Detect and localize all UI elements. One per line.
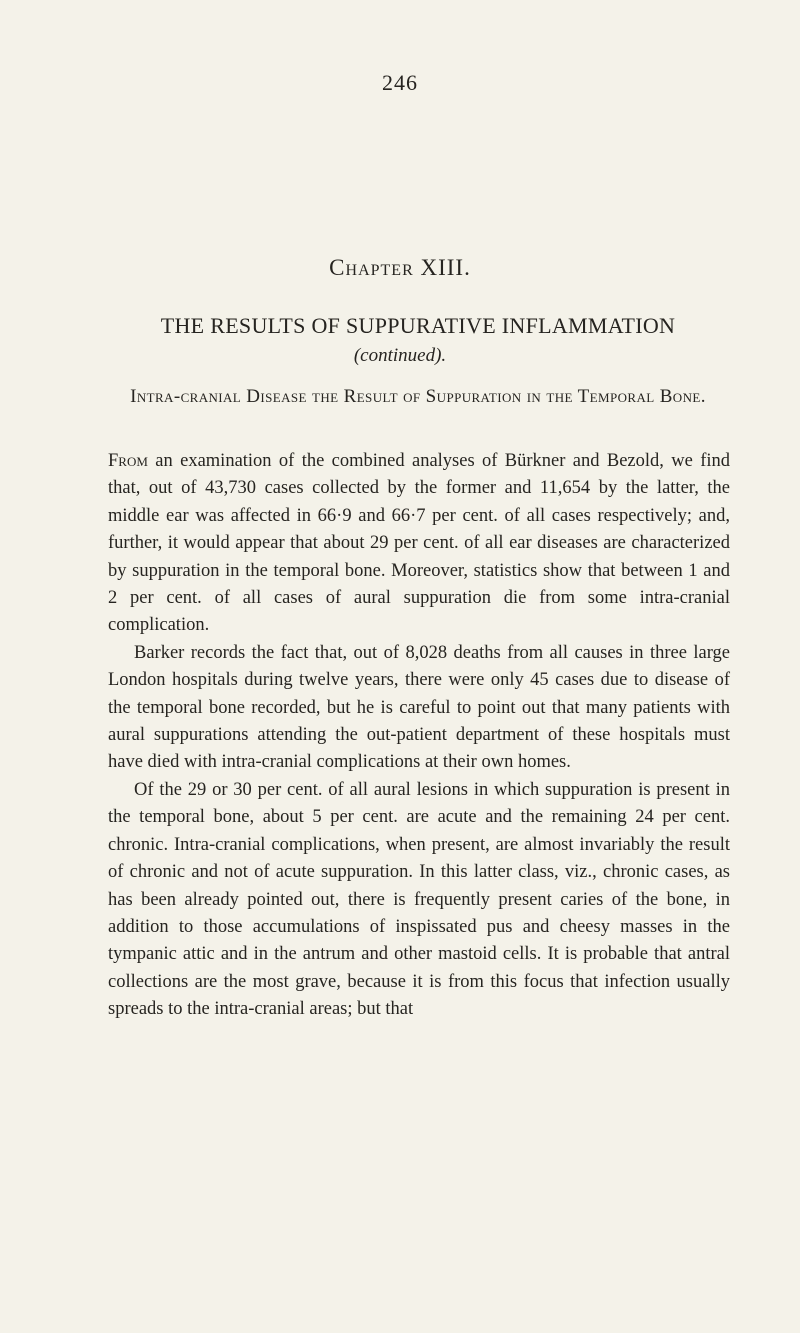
section-heading: Intra-cranial Disease the Result of Suppuration in the Temporal Bone. — [130, 386, 706, 407]
chapter-heading: Chapter XIII. — [329, 255, 471, 280]
paragraph-2: Barker records the fact that, out of 8,028 deaths from all causes in three large London hospitals during twelve years, there were only 45 cases due to disease of the temporal bone recorded, but he is careful to point out that many patients with aural suppurations attending the out-patient department of these hospitals must have died with intra-cranial complications at their own homes. — [108, 642, 730, 773]
page-number: 246 — [382, 70, 418, 95]
paragraph-3: Of the 29 or 30 per cent. of all aural lesions in which suppuration is present in the temporal bone, about 5 per cent. are acute and the remaining 24 per cent. chronic. Intra-cranial complications, when present, are almost invariably the result of chronic and not of acute suppuration. In this latter class, viz., chronic cases, as has been already pointed out, there is frequently present caries of the bone, in addition to those accumulations of inspissated pus and cheesy masses in the tympanic attic and in the antrum and other mastoid cells. It is probable that antral collections are the most grave, because it is from this focus that infection usually spreads to the intra-cranial areas; but that — [108, 779, 730, 1020]
body-text — [108, 448, 730, 1024]
chapter-subtitle: (continued). — [353, 345, 447, 366]
paragraph-lead-word: From — [108, 451, 148, 471]
chapter-title: THE RESULTS OF SUPPURATIVE INFLAMMATION — [160, 313, 676, 338]
paragraph-1-text: an examination of the combined analyses of Bürkner and Bezold, we find that, out of 43,730 cases collected by the former and 11,654 by the latter, the middle ear was affected in 66·9 and 66·7 per cent. of all cases respectively; and, further, it would appear that about 29 per cent. of all ear diseases are characterized by suppuration in the temporal bone. Moreover, statistics show that between 1 and 2 per cent. of all cases of aural suppuration die from some intra-cranial complication. — [108, 451, 730, 636]
paragraph-1 — [108, 448, 730, 640]
